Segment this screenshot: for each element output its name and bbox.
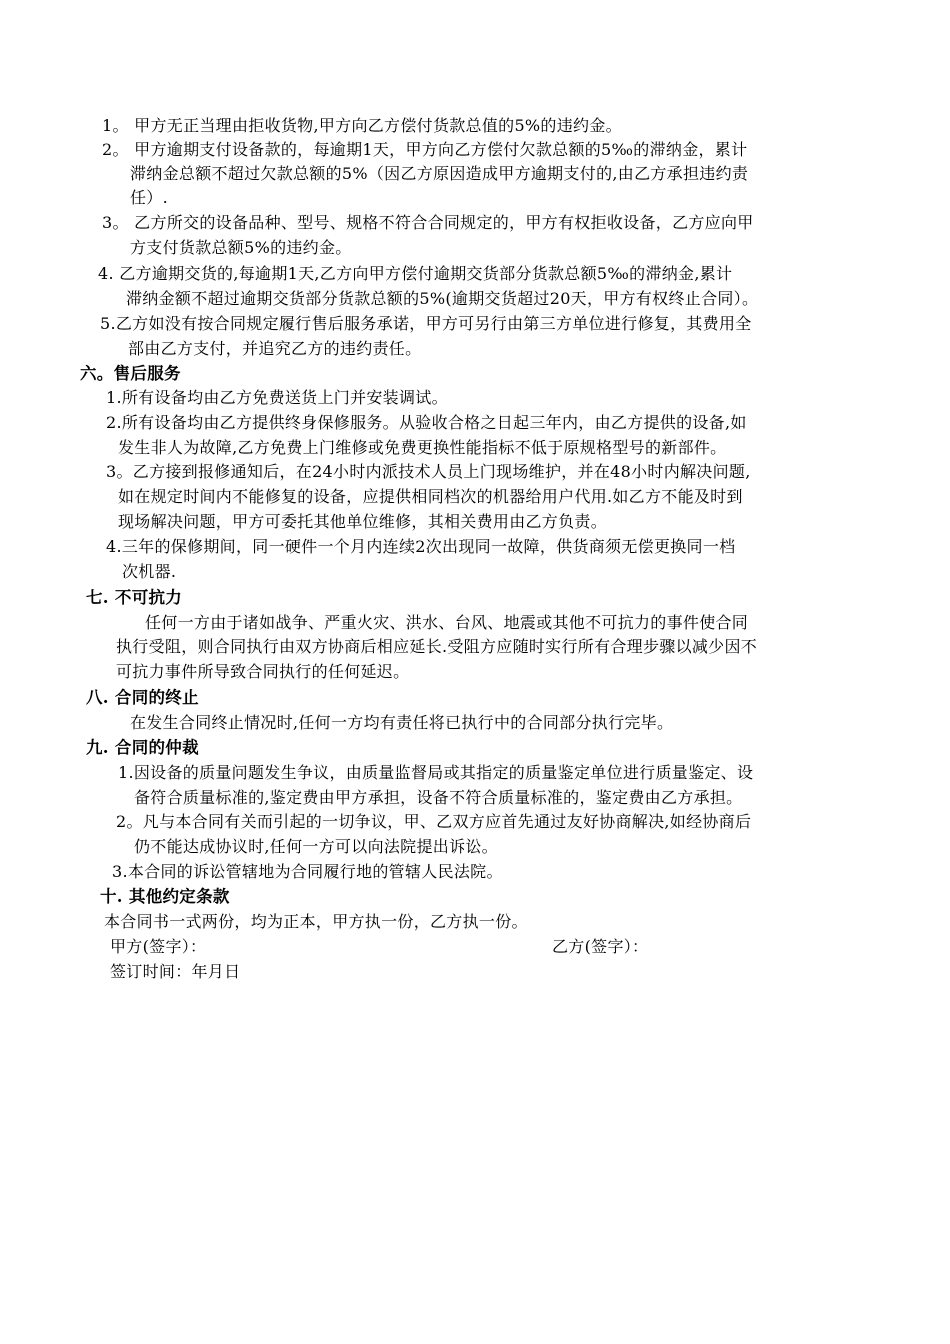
clause-6-4-line-1: 4.三年的保修期间，同一硬件一个月内连续2次出现同一故障，供货商须无偿更换同一档 xyxy=(106,537,736,556)
clause-9-1-line-1: 1.因设备的质量问题发生争议，由质量监督局或其指定的质量鉴定单位进行质量鉴定、设 xyxy=(118,763,754,782)
section-heading-after-sales: 六。售后服务 xyxy=(80,364,181,383)
clause-8-line-1: 在发生合同终止情况时,任何一方均有责任将已执行中的合同部分执行完毕。 xyxy=(130,713,674,732)
clause-5-2-line-2: 滞纳金总额不超过欠款总额的5%（因乙方原因造成甲方逾期支付的,由乙方承担违约责 xyxy=(130,164,749,183)
clause-5-2-line-3: 任）. xyxy=(130,188,168,207)
clause-5-3-line-2: 方支付货款总额5%的违约金。 xyxy=(130,238,352,257)
clause-9-3-line-1: 3.本合同的诉讼管辖地为合同履行地的管辖人民法院。 xyxy=(112,862,503,881)
clause-5-4-line-2: 滞纳金额不超过逾期交货部分货款总额的5%(逾期交货超过20天，甲方有权终止合同）。 xyxy=(126,289,759,308)
clause-10-line-1: 本合同书一式两份，均为正本，甲方执一份，乙方执一份。 xyxy=(104,912,528,931)
clause-6-3-line-1: 3。乙方接到报修通知后，在24小时内派技术人员上门现场维护，并在48小时内解决问题, xyxy=(106,462,751,481)
clause-9-2-line-2: 仍不能达成协议时,任何一方可以向法院提出诉讼。 xyxy=(134,837,498,856)
clause-5-5-line-1: 5.乙方如没有按合同规定履行售后服务承诺，甲方可另行由第三方单位进行修复，其费用全 xyxy=(100,314,752,333)
section-heading-termination: 八. 合同的终止 xyxy=(86,688,199,707)
clause-9-2-line-1: 2。凡与本合同有关而引起的一切争议，甲、乙双方应首先通过友好协商解决,如经协商后 xyxy=(116,812,752,831)
clause-6-3-line-3: 现场解决问题，甲方可委托其他单位维修，其相关费用由乙方负责。 xyxy=(118,512,608,531)
clause-6-2-line-2: 发生非人为故障,乙方免费上门维修或免费更换性能指标不低于原规格型号的新部件。 xyxy=(118,438,727,457)
section-heading-other-terms: 十. 其他约定条款 xyxy=(100,887,230,906)
clause-5-1-line-1: 1。 甲方无正当理由拒收货物,甲方向乙方偿付货款总值的5%的违约金。 xyxy=(102,116,622,135)
clause-7-line-1: 任何一方由于诸如战争、严重火灾、洪水、台风、地震或其他不可抗力的事件使合同 xyxy=(145,613,749,632)
signing-date: 签订时间：年月日 xyxy=(110,962,241,981)
clause-7-line-2: 执行受阻，则合同执行由双方协商后相应延长.受阻方应随时实行所有合理步骤以减少因不 xyxy=(116,637,758,656)
clause-6-2-line-1: 2.所有设备均由乙方提供终身保修服务。从验收合格之日起三年内，由乙方提供的设备,如 xyxy=(106,413,747,432)
party-a-signature: 甲方(签字）： xyxy=(110,937,207,956)
section-heading-arbitration: 九. 合同的仲裁 xyxy=(86,738,199,757)
clause-5-2-line-1: 2。 甲方逾期支付设备款的，每逾期1天，甲方向乙方偿付欠款总额的5‰的滞纳金，累计 xyxy=(102,140,748,159)
clause-7-line-3: 可抗力事件所导致合同执行的任何延迟。 xyxy=(116,662,410,681)
clause-5-5-line-2: 部由乙方支付，并追究乙方的违约责任。 xyxy=(128,339,422,358)
clause-6-1-line-1: 1.所有设备均由乙方免费送货上门并安装调试。 xyxy=(106,388,448,407)
clause-5-4-line-1: 4. 乙方逾期交货的,每逾期1天,乙方向甲方偿付逾期交货部分货款总额5‰的滞纳金,累计 xyxy=(98,264,733,283)
clause-6-4-line-2: 次机器. xyxy=(122,562,177,581)
clause-5-3-line-1: 3。 乙方所交的设备品种、型号、规格不符合合同规定的，甲方有权拒收设备，乙方应向甲 xyxy=(102,213,754,232)
clause-6-3-line-2: 如在规定时间内不能修复的设备，应提供相同档次的机器给用户代用.如乙方不能及时到 xyxy=(118,487,743,506)
clause-9-1-line-2: 备符合质量标准的,鉴定费由甲方承担，设备不符合质量标准的，鉴定费由乙方承担。 xyxy=(134,788,743,807)
section-heading-force-majeure: 七. 不可抗力 xyxy=(86,588,183,607)
party-b-signature: 乙方(签字）： xyxy=(552,937,649,956)
